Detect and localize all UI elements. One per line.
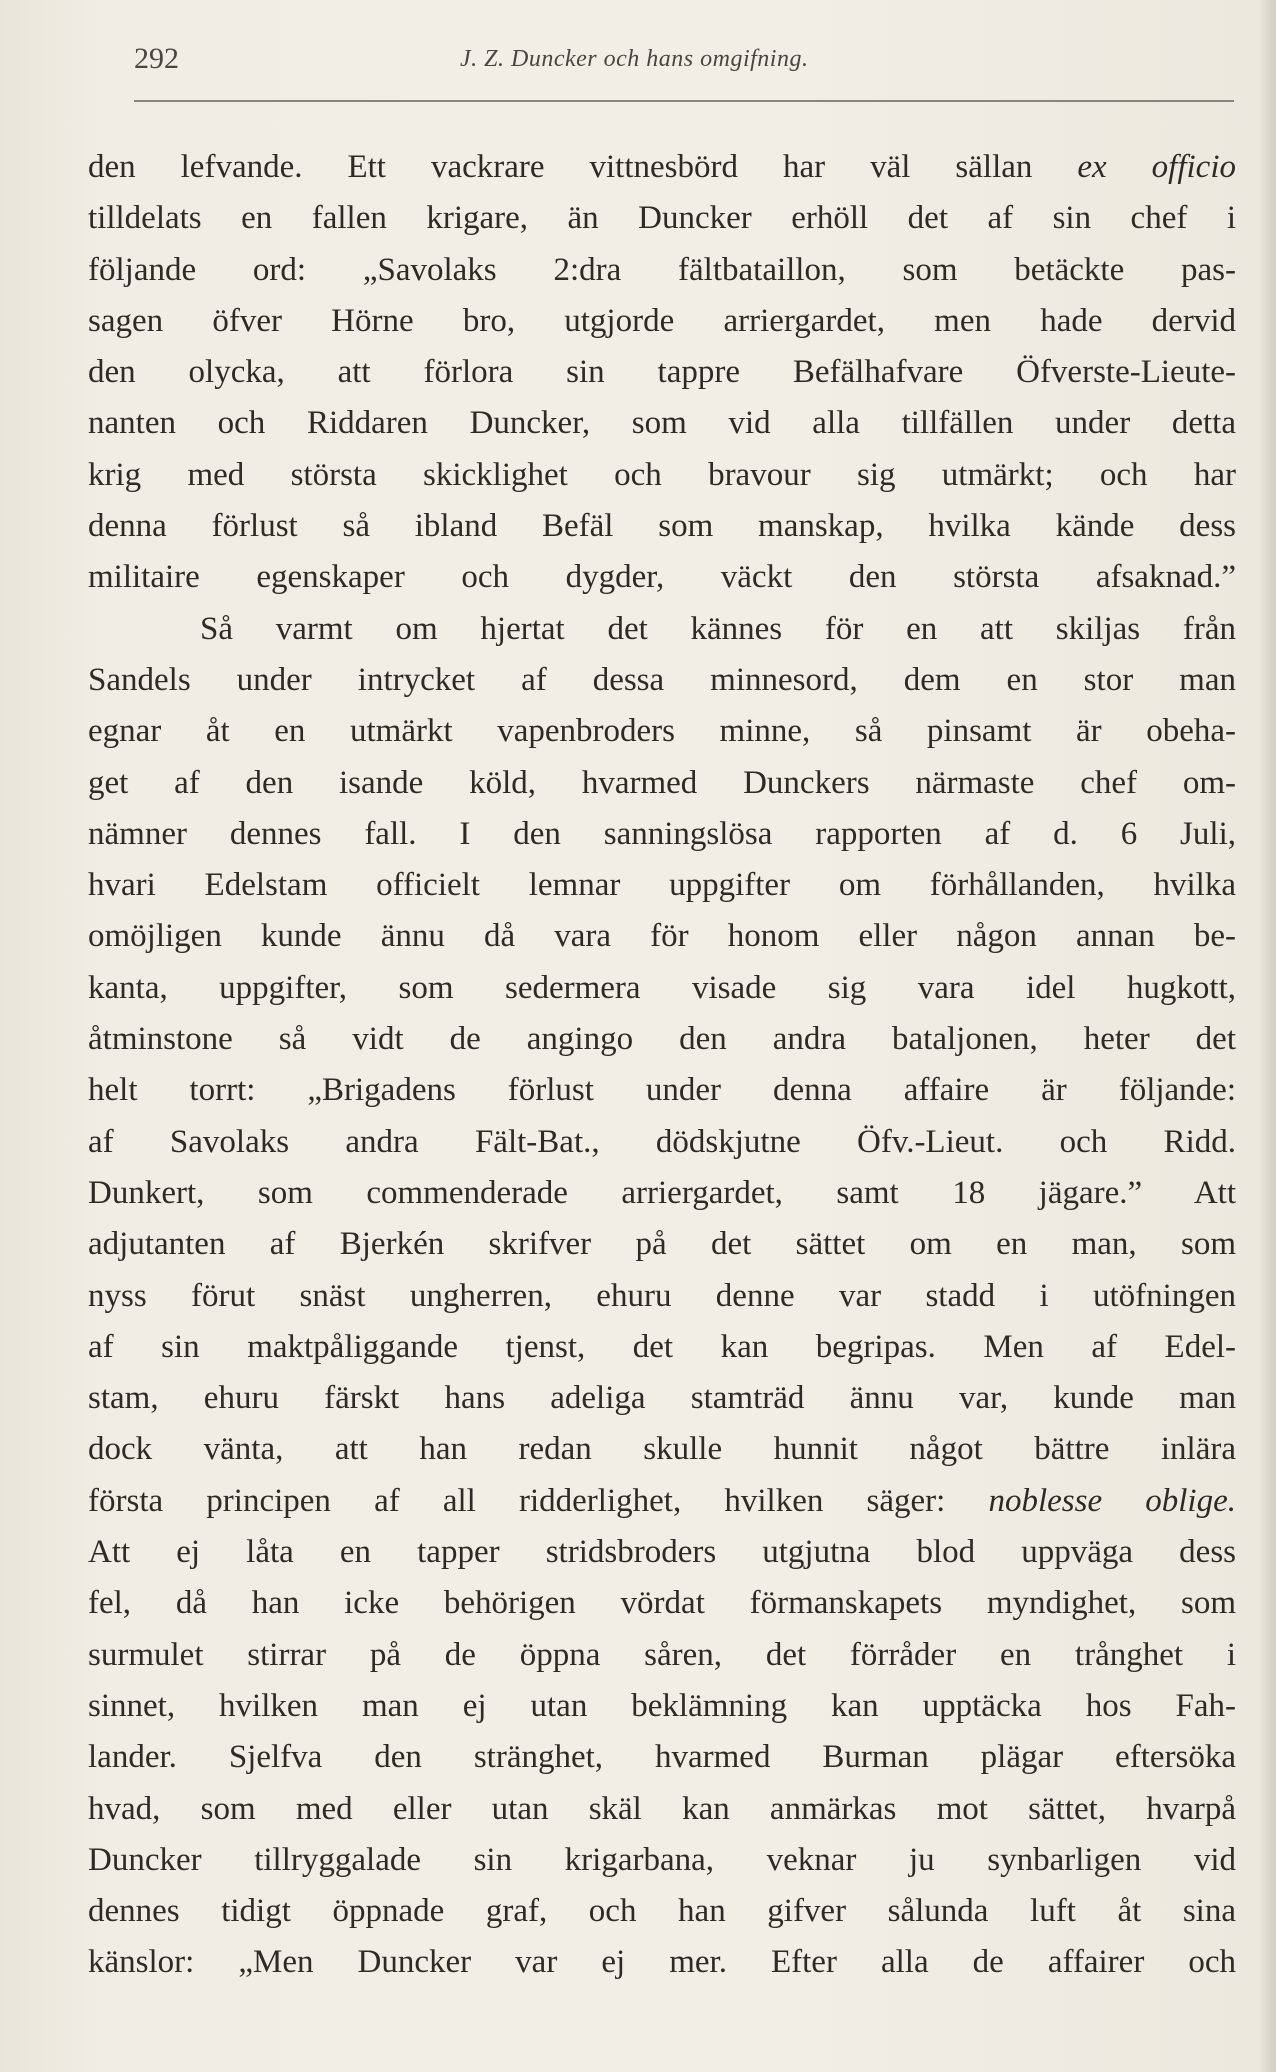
text-line-content: följande ord: „Savolaks 2:dra fältbataillon, som betäckte pas- xyxy=(88,251,1236,288)
header-rule xyxy=(134,100,1234,102)
text-line-content: sinnet, hvilken man ej utan beklämning kan upptäcka hos Fah- xyxy=(88,1687,1236,1724)
text-line xyxy=(88,1732,1236,1783)
text-line-content: Sandels under intrycket af dessa minnesord, dem en stor man xyxy=(88,661,1236,698)
text-line xyxy=(88,1784,1236,1835)
text-line-content: get af den isande köld, hvarmed Dunckers närmaste chef om- xyxy=(88,764,1236,801)
page-header xyxy=(134,42,1234,86)
text-line xyxy=(88,1937,1236,1988)
text-line-content: Att ej låta en tapper stridsbroders utgjutna blod uppväga dess xyxy=(88,1534,1236,1571)
text-line xyxy=(88,655,1236,706)
text-line xyxy=(88,245,1236,296)
text-line-content: dennes tidigt öppnade graf, och han gifver sålunda luft åt sina xyxy=(88,1893,1236,1930)
text-line-content: sagen öfver Hörne bro, utgjorde arriergardet, men hade dervid xyxy=(88,302,1236,339)
text-line xyxy=(88,501,1236,552)
text-line-content: af sin maktpåliggande tjenst, det kan begripas. Men af Edel- xyxy=(88,1328,1236,1365)
text-line xyxy=(88,142,1236,193)
text-line xyxy=(88,1630,1236,1681)
text-line-content: omöjligen kunde ännu då vara för honom eller någon annan be- xyxy=(88,918,1236,955)
text-line xyxy=(88,1065,1236,1116)
italic-phrase: ex officio xyxy=(1077,149,1236,185)
text-line-content: den lefvande. Ett vackrare vittnesbörd har väl sällan xyxy=(88,149,1078,185)
page-edge-shadow xyxy=(1258,0,1276,2072)
text-line xyxy=(88,296,1236,347)
text-line-content: krig med största skicklighet och bravour sig utmärkt; och har xyxy=(88,456,1236,493)
text-line-content: nyss förut snäst ungherren, ehuru denne var stadd i utöfningen xyxy=(88,1277,1236,1314)
text-line-content: känslor: „Men Duncker var ej mer. Efter alla de affairer och xyxy=(88,1944,1236,1981)
text-line xyxy=(88,1219,1236,1270)
text-line xyxy=(88,1886,1236,1937)
text-line xyxy=(88,1271,1236,1322)
text-line xyxy=(88,604,1236,655)
text-line-content: nanten och Riddaren Duncker, som vid alla tillfällen under detta xyxy=(88,405,1236,442)
text-line xyxy=(88,1322,1236,1373)
text-line-content: Dunkert, som commenderade arriergardet, samt 18 jägare.” Att xyxy=(88,1174,1236,1211)
text-line xyxy=(88,911,1236,962)
text-line-content: Så varmt om hjertat det kännes för en att skiljas från xyxy=(200,610,1236,647)
text-line xyxy=(88,963,1236,1014)
text-line-content: den olycka, att förlora sin tappre Befälhafvare Öfverste-Lieute- xyxy=(88,354,1236,391)
text-line xyxy=(88,1373,1236,1424)
text-line xyxy=(88,1117,1236,1168)
text-line xyxy=(88,1476,1236,1527)
text-line xyxy=(88,398,1236,449)
text-line-content: militaire egenskaper och dygder, väckt den största afsaknad.” xyxy=(88,559,1236,596)
text-line xyxy=(88,758,1236,809)
text-line-content: denna förlust så ibland Befäl som manskap, hvilka kände dess xyxy=(88,508,1236,545)
text-line xyxy=(88,1681,1236,1732)
text-line-content: första principen af all ridderlighet, hvilken säger: xyxy=(88,1482,989,1519)
text-line xyxy=(88,193,1236,244)
text-line xyxy=(88,1527,1236,1578)
text-line xyxy=(88,1835,1236,1886)
text-line-content: surmulet stirrar på de öppna såren, det förråder en trånghet i xyxy=(88,1636,1236,1673)
text-line-content: fel, då han icke behörigen vördat förmanskapets myndighet, som xyxy=(88,1585,1236,1622)
text-line-content: åtminstone så vidt de angingo den andra bataljonen, heter det xyxy=(88,1021,1236,1058)
running-head: J. Z. Duncker och hans omgifning. xyxy=(460,46,809,72)
text-line xyxy=(88,1424,1236,1475)
text-line-content: lander. Sjelfva den stränghet, hvarmed Burman plägar eftersöka xyxy=(88,1739,1236,1776)
text-line-content: stam, ehuru färskt hans adeliga stamträd ännu var, kunde man xyxy=(88,1380,1236,1417)
text-line-content: egnar åt en utmärkt vapenbroders minne, så pinsamt är obeha- xyxy=(88,713,1236,750)
text-line-content: hvad, som med eller utan skäl kan anmärkas mot sättet, hvarpå xyxy=(88,1790,1236,1827)
text-line-content: kanta, uppgifter, som sedermera visade sig vara idel hugkott, xyxy=(88,969,1236,1006)
body-text xyxy=(88,142,1236,1989)
text-line xyxy=(88,552,1236,603)
text-line-content: af Savolaks andra Fält-Bat., dödskjutne Öfv.-Lieut. och Ridd. xyxy=(88,1123,1236,1160)
text-line xyxy=(88,450,1236,501)
text-line xyxy=(88,1014,1236,1065)
text-line-content: adjutanten af Bjerkén skrifver på det sättet om en man, som xyxy=(88,1226,1236,1263)
page-number: 292 xyxy=(134,42,179,75)
text-line xyxy=(88,1578,1236,1629)
text-line xyxy=(88,706,1236,757)
text-line xyxy=(88,809,1236,860)
text-line xyxy=(88,860,1236,911)
text-line-content: dock vänta, att han redan skulle hunnit något bättre inlära xyxy=(88,1431,1236,1468)
text-line xyxy=(88,347,1236,398)
text-line-content: hvari Edelstam officielt lemnar uppgifter om förhållanden, hvilka xyxy=(88,867,1236,904)
text-line-content: nämner dennes fall. I den sanningslösa rapporten af d. 6 Juli, xyxy=(88,815,1236,852)
text-line-content: Duncker tillryggalade sin krigarbana, veknar ju synbarligen vid xyxy=(88,1841,1236,1878)
text-line-content: tilldelats en fallen krigare, än Duncker erhöll det af sin chef i xyxy=(88,200,1236,237)
italic-phrase: noblesse oblige. xyxy=(988,1482,1236,1519)
text-line xyxy=(88,1168,1236,1219)
text-line-content: helt torrt: „Brigadens förlust under denna affaire är följande: xyxy=(88,1072,1236,1109)
